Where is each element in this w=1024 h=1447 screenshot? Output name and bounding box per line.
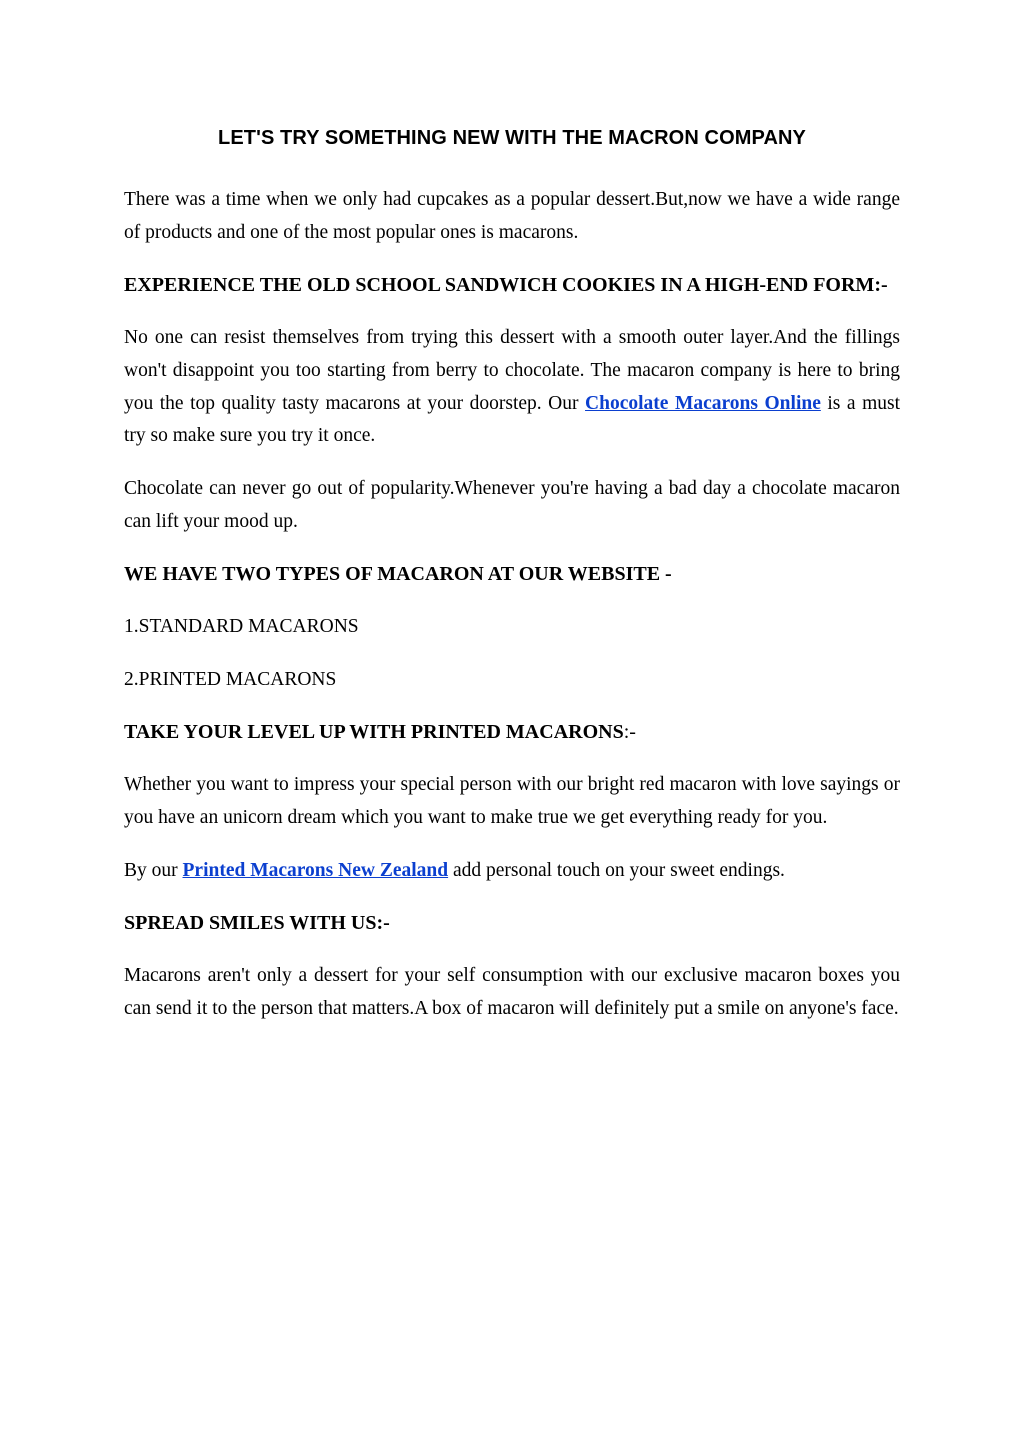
experience-text-before: No one can resist themselves from trying this dessert with a smooth outer layer.And the fillings won't disappoint you too starting from berry to chocolate. The macaron company is here to bring you the top quality tasty macarons at your doorstep. Our bbox=[124, 327, 900, 414]
printed-nz-paragraph bbox=[124, 855, 900, 888]
printed-nz-text-after: add personal touch on your sweet endings. bbox=[448, 859, 785, 881]
list-item-printed: 2.PRINTED MACARONS bbox=[124, 668, 337, 690]
chocolate-macarons-online-link[interactable]: Chocolate Macarons Online bbox=[585, 392, 821, 414]
chocolate-paragraph: Chocolate can never go out of popularity.Whenever you're having a bad day a chocolate macaron can lift your mood up. bbox=[124, 477, 900, 532]
printed-heading-suffix: :- bbox=[623, 721, 636, 744]
experience-text-after: is a must try so make sure you try it once. bbox=[124, 392, 900, 447]
list-item-standard: 1.STANDARD MACARONS bbox=[124, 616, 359, 638]
document-title: LET'S TRY SOMETHING NEW WITH THE MACRON COMPANY bbox=[218, 127, 806, 149]
section-heading-two-types: WE HAVE TWO TYPES OF MACARON AT OUR WEBSITE - bbox=[124, 563, 672, 586]
printed-heading-text: TAKE YOUR LEVEL UP WITH PRINTED MACARONS bbox=[124, 721, 624, 744]
printed-macarons-new-zealand-link[interactable]: Printed Macarons New Zealand bbox=[182, 859, 449, 881]
section-heading-printed bbox=[124, 716, 900, 749]
spread-smiles-paragraph: Macarons aren't only a dessert for your self consumption with our exclusive macaron boxes you can send it to the person that matters.A box of macaron will definitely put a smile on anyone's face. bbox=[124, 964, 900, 1019]
document-page bbox=[124, 118, 900, 1045]
section-heading-experience: EXPERIENCE THE OLD SCHOOL SANDWICH COOKIES IN A HIGH-END FORM:- bbox=[124, 274, 888, 297]
printed-nz-text-before: By our bbox=[124, 859, 183, 881]
printed-paragraph: Whether you want to impress your special person with our bright red macaron with love sayings or you have an unicorn dream which you want to make true we get everything ready for you. bbox=[124, 774, 900, 828]
experience-paragraph bbox=[124, 322, 900, 453]
section-heading-spread-smiles: SPREAD SMILES WITH US:- bbox=[124, 912, 390, 935]
intro-paragraph: There was a time when we only had cupcakes as a popular dessert.But,now we have a wide range of products and one of the most popular ones is macarons. bbox=[124, 189, 900, 243]
